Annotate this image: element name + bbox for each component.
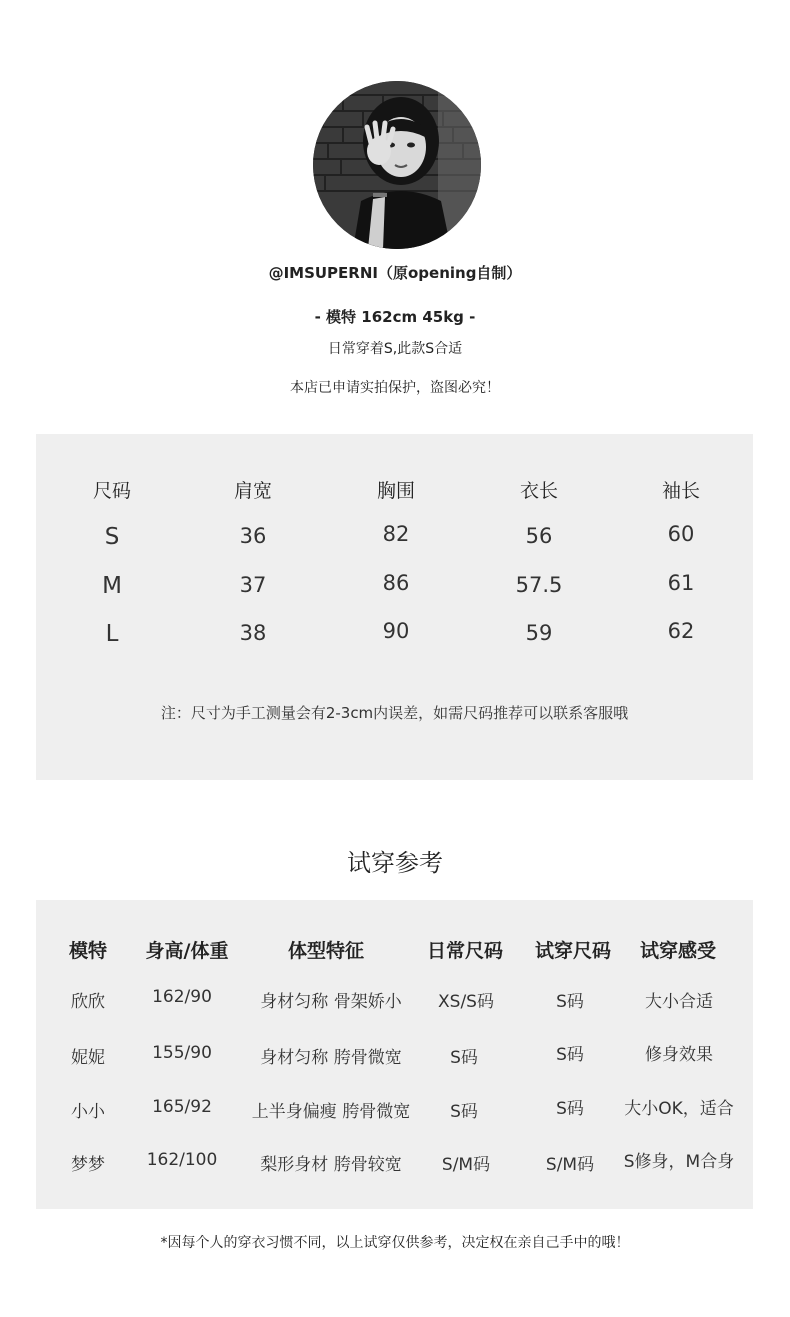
size-cell: 59	[525, 621, 553, 645]
model-avatar-photo	[313, 81, 481, 249]
size-cell: 57.5	[515, 573, 563, 597]
size-cell: 62	[667, 619, 695, 643]
fit-cell: 大小OK，适合	[624, 1099, 734, 1119]
fit-cell: 梨形身材 胯骨较宽	[260, 1155, 402, 1175]
fit-cell: 162/100	[146, 1150, 218, 1170]
fit-cell: 修身效果	[645, 1045, 713, 1065]
size-header-sleeve: 袖长	[661, 480, 701, 502]
size-cell: 37	[239, 573, 267, 597]
fit-header-body-type: 体型特征	[287, 940, 365, 962]
fit-header-model: 模特	[68, 940, 108, 962]
daily-size-note: 日常穿着S,此款S合适	[327, 341, 463, 357]
fit-section-title: 试穿参考	[347, 849, 443, 877]
fit-cell-model: 梦梦	[71, 1155, 105, 1175]
fit-cell: S/M码	[441, 1155, 491, 1175]
size-cell: 36	[239, 524, 267, 548]
fit-header-height-weight: 身高/体重	[145, 940, 229, 962]
fit-cell: S码	[556, 1045, 584, 1065]
model-stats: - 模特 162cm 45kg -	[314, 308, 476, 326]
fit-cell: 大小合适	[645, 992, 713, 1012]
fit-header-feeling: 试穿感受	[639, 940, 717, 962]
size-cell: 86	[382, 571, 410, 595]
fit-reference-panel	[36, 900, 753, 1209]
size-row-label: L	[105, 621, 119, 647]
fit-header-trial-size: 试穿尺码	[534, 940, 612, 962]
fit-cell: S/M码	[545, 1155, 595, 1175]
fit-cell: S码	[450, 1102, 478, 1122]
size-header-length: 衣长	[519, 480, 559, 502]
size-header-size: 尺码	[92, 480, 132, 502]
fit-header-daily-size: 日常尺码	[426, 940, 504, 962]
fit-cell: S码	[450, 1048, 478, 1068]
fit-cell: S修身，M合身	[623, 1152, 735, 1172]
size-header-shoulder: 肩宽	[233, 480, 273, 502]
size-cell: 61	[667, 571, 695, 595]
size-header-chest: 胸围	[376, 480, 416, 502]
size-cell: 82	[382, 522, 410, 546]
model-photo-illustration	[313, 81, 481, 249]
size-row-label: M	[102, 573, 122, 599]
fit-cell: 身材匀称 骨架娇小	[260, 992, 402, 1012]
fit-cell: 身材匀称 胯骨微宽	[260, 1048, 402, 1068]
fit-cell: 165/92	[152, 1097, 212, 1117]
fit-cell: S码	[556, 992, 584, 1012]
fit-cell-model: 妮妮	[71, 1048, 105, 1068]
copyright-notice: 本店已申请实拍保护，盗图必究！	[290, 380, 500, 396]
fit-cell: S码	[556, 1099, 584, 1119]
size-chart-panel	[36, 434, 753, 780]
fit-cell-model: 小小	[71, 1102, 105, 1122]
fit-cell: 162/90	[152, 987, 212, 1007]
size-cell: 38	[239, 621, 267, 645]
size-cell: 56	[525, 524, 553, 548]
size-cell: 60	[667, 522, 695, 546]
fit-disclaimer-note: *因每个人的穿衣习惯不同，以上试穿仅供参考，决定权在亲自己手中的哦！	[160, 1235, 630, 1251]
brand-handle: @IMSUPERNI（原opening自制）	[268, 264, 522, 282]
size-measurement-note: 注：尺寸为手工测量会有2-3cm内误差，如需尺码推荐可以联系客服哦	[160, 704, 629, 722]
size-row-label: S	[104, 524, 120, 550]
fit-cell: 上半身偏瘦 胯骨微宽	[251, 1102, 411, 1122]
size-cell: 90	[382, 619, 410, 643]
fit-cell-model: 欣欣	[71, 992, 105, 1012]
fit-cell: 155/90	[152, 1043, 212, 1063]
fit-cell: XS/S码	[438, 992, 494, 1012]
